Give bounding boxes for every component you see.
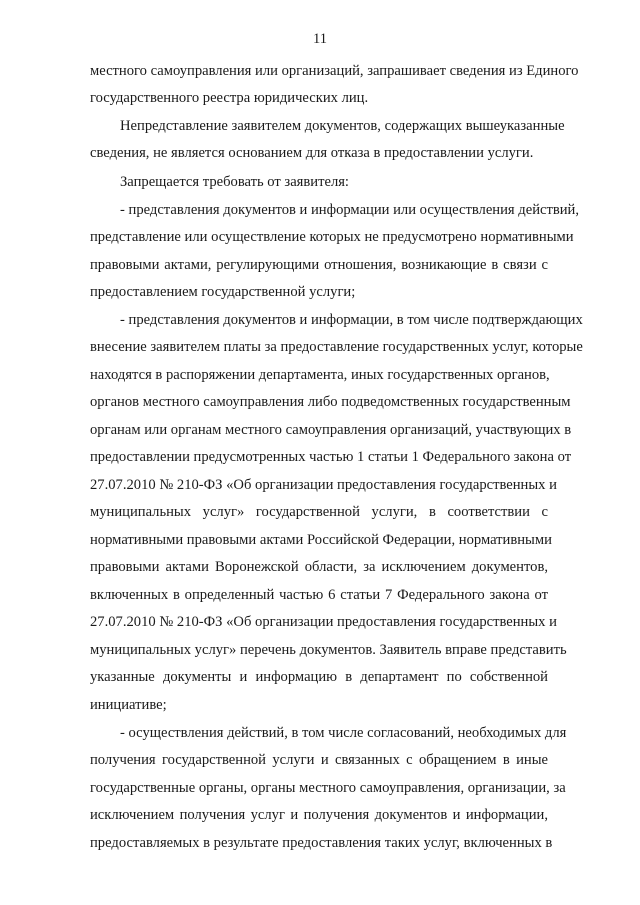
text-line: сведения, не является основанием для отказа в предоставлении услуги. bbox=[90, 145, 534, 161]
text-line: органов местного самоуправления либо подведомственных государственным bbox=[90, 394, 571, 410]
text-line: находятся в распоряжении департамента, иных государственных органов, bbox=[90, 367, 550, 383]
text-line: - осуществления действий, в том числе согласований, необходимых для bbox=[120, 725, 567, 741]
text-line: государственные органы, органы местного самоуправления, организации, за bbox=[90, 780, 566, 796]
text-line: Запрещается требовать от заявителя: bbox=[120, 174, 349, 190]
text-line: муниципальных услуг» государственной услуги, в соответствии с bbox=[90, 504, 548, 520]
text-line: предоставлением государственной услуги; bbox=[90, 284, 356, 300]
text-line: исключением получения услуг и получения документов и информации, bbox=[90, 807, 548, 823]
page-number: 11 bbox=[313, 31, 327, 47]
text-line: 27.07.2010 № 210-ФЗ «Об организации предоставления государственных и bbox=[90, 477, 557, 493]
text-line: предоставляемых в результате предоставления таких услуг, включенных в bbox=[90, 835, 553, 851]
text-line: - представления документов и информации или осуществления действий, bbox=[120, 202, 580, 218]
text-line: внесение заявителем платы за предоставление государственных услуг, которые bbox=[90, 339, 583, 355]
text-line: - представления документов и информации, в том числе подтверждающих bbox=[120, 312, 583, 328]
text-line: представление или осуществление которых не предусмотрено нормативными bbox=[90, 229, 574, 245]
text-line: получения государственной услуги и связанных с обращением в иные bbox=[90, 752, 548, 768]
text-line: муниципальных услуг» перечень документов. Заявитель вправе представить bbox=[90, 642, 567, 658]
text-line: 27.07.2010 № 210-ФЗ «Об организации предоставления государственных и bbox=[90, 614, 557, 630]
text-line: инициативе; bbox=[90, 697, 167, 713]
text-line: местного самоуправления или организаций, запрашивает сведения из Единого bbox=[90, 63, 579, 79]
text-line: органам или органам местного самоуправления организаций, участвующих в bbox=[90, 422, 572, 438]
text-line: нормативными правовыми актами Российской Федерации, нормативными bbox=[90, 532, 552, 548]
text-line: государственного реестра юридических лиц. bbox=[90, 90, 369, 106]
text-line: правовыми актами, регулирующими отношения, возникающие в связи с bbox=[90, 257, 548, 273]
text-line: включенных в определенный частью 6 статьи 7 Федерального закона от bbox=[90, 587, 548, 603]
text-line: правовыми актами Воронежской области, за исключением документов, bbox=[90, 559, 548, 575]
text-line: Непредставление заявителем документов, содержащих вышеуказанные bbox=[120, 118, 565, 134]
text-line: указанные документы и информацию в департамент по собственной bbox=[90, 669, 548, 685]
text-line: предоставлении предусмотренных частью 1 статьи 1 Федерального закона от bbox=[90, 449, 572, 465]
